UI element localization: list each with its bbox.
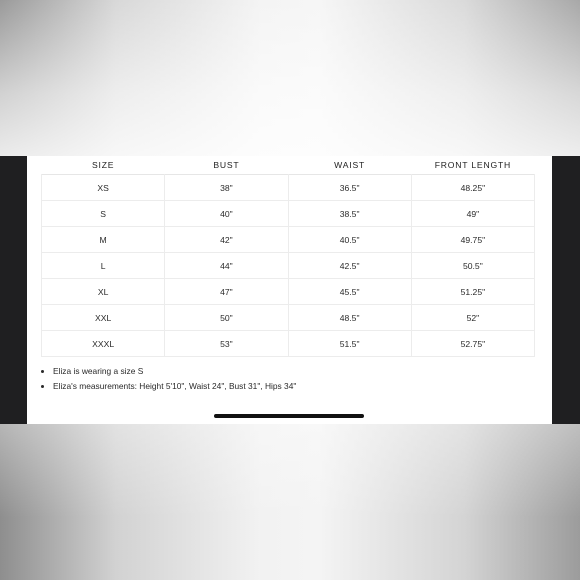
phone-screen <box>27 156 552 424</box>
cell-front-length: 52" <box>411 305 534 331</box>
cell-front-length: 49" <box>411 201 534 227</box>
cell-size: L <box>42 253 165 279</box>
cell-front-length: 51.25" <box>411 279 534 305</box>
cell-waist: 40.5" <box>288 227 411 253</box>
cell-waist: 36.5" <box>288 175 411 201</box>
header-bust: BUST <box>213 160 240 170</box>
table-row <box>42 253 535 279</box>
cell-front-length: 49.75" <box>411 227 534 253</box>
cell-front-length: 50.5" <box>411 253 534 279</box>
cell-bust: 50" <box>165 305 288 331</box>
cell-bust: 53" <box>165 331 288 357</box>
model-notes-list <box>41 366 296 396</box>
device-bezel-right <box>552 156 580 424</box>
cell-front-length: 48.25" <box>411 175 534 201</box>
cell-waist: 45.5" <box>288 279 411 305</box>
cell-size: M <box>42 227 165 253</box>
cell-bust: 40" <box>165 201 288 227</box>
size-chart-table <box>41 156 535 357</box>
cell-waist: 38.5" <box>288 201 411 227</box>
cell-waist: 48.5" <box>288 305 411 331</box>
cell-front-length: 52.75" <box>411 331 534 357</box>
note-model-measurements: • Eliza's measurements: Height 5'10", Waist 24", Bust 31", Hips 34" <box>53 381 296 391</box>
table-row <box>42 175 535 201</box>
table-row <box>42 201 535 227</box>
cell-size: S <box>42 201 165 227</box>
header-waist: WAIST <box>334 160 366 170</box>
table-row <box>42 331 535 357</box>
photo-background-top <box>0 0 580 156</box>
table-row <box>42 305 535 331</box>
cell-bust: 38" <box>165 175 288 201</box>
cell-bust: 44" <box>165 253 288 279</box>
note-model-size: • Eliza is wearing a size S <box>53 366 296 376</box>
table-row <box>42 227 535 253</box>
cell-size: XL <box>42 279 165 305</box>
header-size: SIZE <box>91 160 115 170</box>
cell-bust: 42" <box>165 227 288 253</box>
cell-bust: 47" <box>165 279 288 305</box>
table-row <box>42 279 535 305</box>
cell-waist: 42.5" <box>288 253 411 279</box>
cell-waist: 51.5" <box>288 331 411 357</box>
photo-background-bottom <box>0 424 580 580</box>
cell-size: XS <box>42 175 165 201</box>
cell-size: XXXL <box>42 331 165 357</box>
cell-size: XXL <box>42 305 165 331</box>
header-front-length: FRONT LENGTH <box>434 160 512 170</box>
home-indicator-bar[interactable] <box>214 414 364 418</box>
device-bezel-left <box>0 156 27 424</box>
table-header-row <box>42 156 535 175</box>
